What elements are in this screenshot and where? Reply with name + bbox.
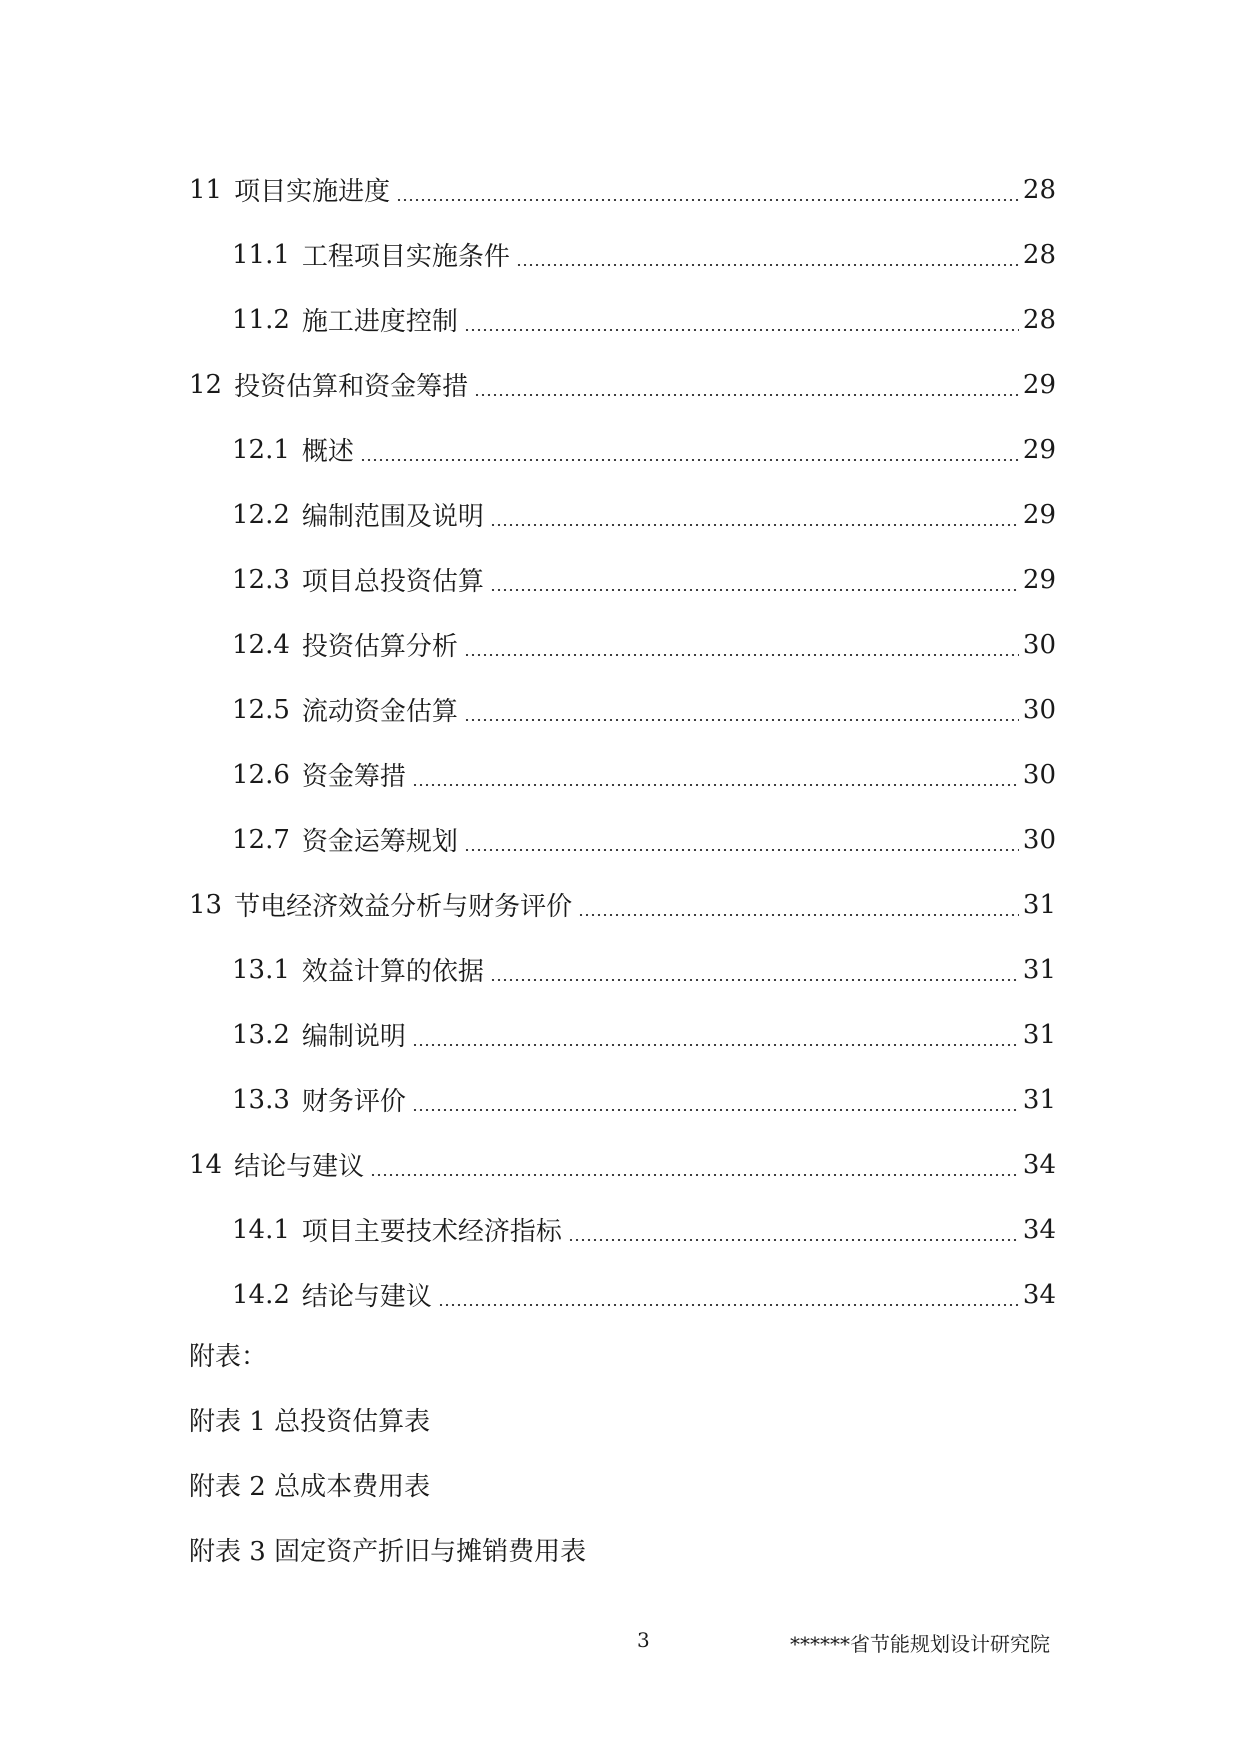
toc-entry[interactable] [189,1132,1056,1197]
toc-entry-page: 29 [1022,369,1056,400]
toc-entry-page: 31 [1022,1019,1056,1050]
toc-entry-number: 13.3 [232,1084,290,1115]
toc-dot-leader [568,1239,1019,1241]
toc-dot-leader [578,914,1019,916]
appendix-list [189,1322,586,1582]
toc-dot-leader [464,329,1019,331]
toc-entry-title: 编制范围及说明 [301,502,484,532]
toc-entry-title: 工程项目实施条件 [301,242,510,272]
toc-entry-number: 11.1 [232,239,290,270]
toc-entry-page: 28 [1022,304,1056,335]
toc-entry-number: 13.2 [232,1019,290,1050]
toc-entry-title: 项目总投资估算 [301,567,484,597]
toc-entry-number: 12.2 [232,499,290,530]
toc-dot-leader [396,199,1019,201]
toc-entry-title: 财务评价 [301,1087,406,1117]
table-of-contents [189,157,1056,1327]
toc-entry-page: 30 [1022,694,1056,725]
toc-entry-page: 29 [1022,434,1056,465]
toc-entry-page: 28 [1022,174,1056,205]
toc-entry-number: 13 [189,889,223,920]
toc-entry[interactable] [189,872,1056,937]
toc-entry-number: 12.6 [232,759,290,790]
page-number: 3 [637,1628,650,1652]
toc-dot-leader [464,849,1019,851]
toc-entry-title: 结论与建议 [301,1282,432,1312]
toc-entry[interactable] [189,937,1056,1002]
toc-entry[interactable] [189,1262,1056,1327]
appendix-heading: 附表： [189,1342,268,1372]
toc-dot-leader [490,524,1019,526]
toc-entry-title: 效益计算的依据 [301,957,484,987]
toc-entry-title: 投资估算分析 [301,632,458,662]
toc-entry-page: 30 [1022,759,1056,790]
toc-entry-title: 概述 [301,437,354,467]
toc-entry[interactable] [189,1197,1056,1262]
toc-entry[interactable] [189,742,1056,807]
toc-entry-page: 29 [1022,499,1056,530]
toc-entry-number: 12.7 [232,824,290,855]
toc-entry-number: 12.5 [232,694,290,725]
toc-entry-number: 11.2 [232,304,290,335]
toc-dot-leader [490,979,1019,981]
toc-dot-leader [464,719,1019,721]
toc-dot-leader [360,459,1019,461]
toc-entry-number: 12 [189,369,223,400]
toc-entry-title: 项目实施进度 [234,177,391,207]
toc-dot-leader [412,1109,1019,1111]
toc-entry-page: 29 [1022,564,1056,595]
toc-entry[interactable] [189,612,1056,677]
toc-entry[interactable] [189,222,1056,287]
toc-entry-number: 12.3 [232,564,290,595]
toc-entry[interactable] [189,1067,1056,1132]
toc-entry[interactable] [189,352,1056,417]
toc-dot-leader [438,1304,1019,1306]
toc-entry[interactable] [189,677,1056,742]
toc-entry-title: 投资估算和资金筹措 [234,372,469,402]
toc-dot-leader [474,394,1019,396]
toc-entry-number: 12.4 [232,629,290,660]
toc-entry[interactable] [189,482,1056,547]
toc-entry-number: 12.1 [232,434,290,465]
toc-entry-number: 14.2 [232,1279,290,1310]
toc-entry-page: 34 [1022,1214,1056,1245]
toc-dot-leader [516,264,1019,266]
toc-entry-title: 资金运筹规划 [301,827,458,857]
organization-name: ******省节能规划设计研究院 [790,1632,1050,1656]
appendix-item: 附表 3 固定资产折旧与摊销费用表 [189,1537,587,1567]
toc-dot-leader [412,784,1019,786]
toc-entry-title: 项目主要技术经济指标 [301,1217,562,1247]
toc-entry[interactable] [189,417,1056,482]
toc-dot-leader [490,589,1019,591]
toc-entry-page: 31 [1022,954,1056,985]
toc-entry-title: 节电经济效益分析与财务评价 [234,892,573,922]
toc-entry-page: 34 [1022,1149,1056,1180]
toc-entry[interactable] [189,1002,1056,1067]
toc-dot-leader [370,1174,1019,1176]
toc-entry[interactable] [189,287,1056,352]
toc-entry[interactable] [189,547,1056,612]
toc-entry-page: 28 [1022,239,1056,270]
toc-dot-leader [412,1044,1019,1046]
toc-entry-page: 30 [1022,629,1056,660]
page-footer [0,1620,1241,1660]
toc-entry-number: 14 [189,1149,223,1180]
toc-entry-number: 14.1 [232,1214,290,1245]
toc-entry-page: 31 [1022,889,1056,920]
toc-entry-number: 11 [189,174,223,205]
appendix-item: 附表 1 总投资估算表 [189,1407,431,1437]
toc-entry-title: 资金筹措 [301,762,406,792]
toc-entry-page: 34 [1022,1279,1056,1310]
toc-entry-title: 结论与建议 [234,1152,365,1182]
toc-entry[interactable] [189,157,1056,222]
toc-entry-title: 编制说明 [301,1022,406,1052]
toc-entry-title: 流动资金估算 [301,697,458,727]
appendix-item: 附表 2 总成本费用表 [189,1472,431,1502]
toc-entry-page: 31 [1022,1084,1056,1115]
toc-entry[interactable] [189,807,1056,872]
toc-dot-leader [464,654,1019,656]
toc-entry-title: 施工进度控制 [301,307,458,337]
toc-entry-page: 30 [1022,824,1056,855]
toc-entry-number: 13.1 [232,954,290,985]
